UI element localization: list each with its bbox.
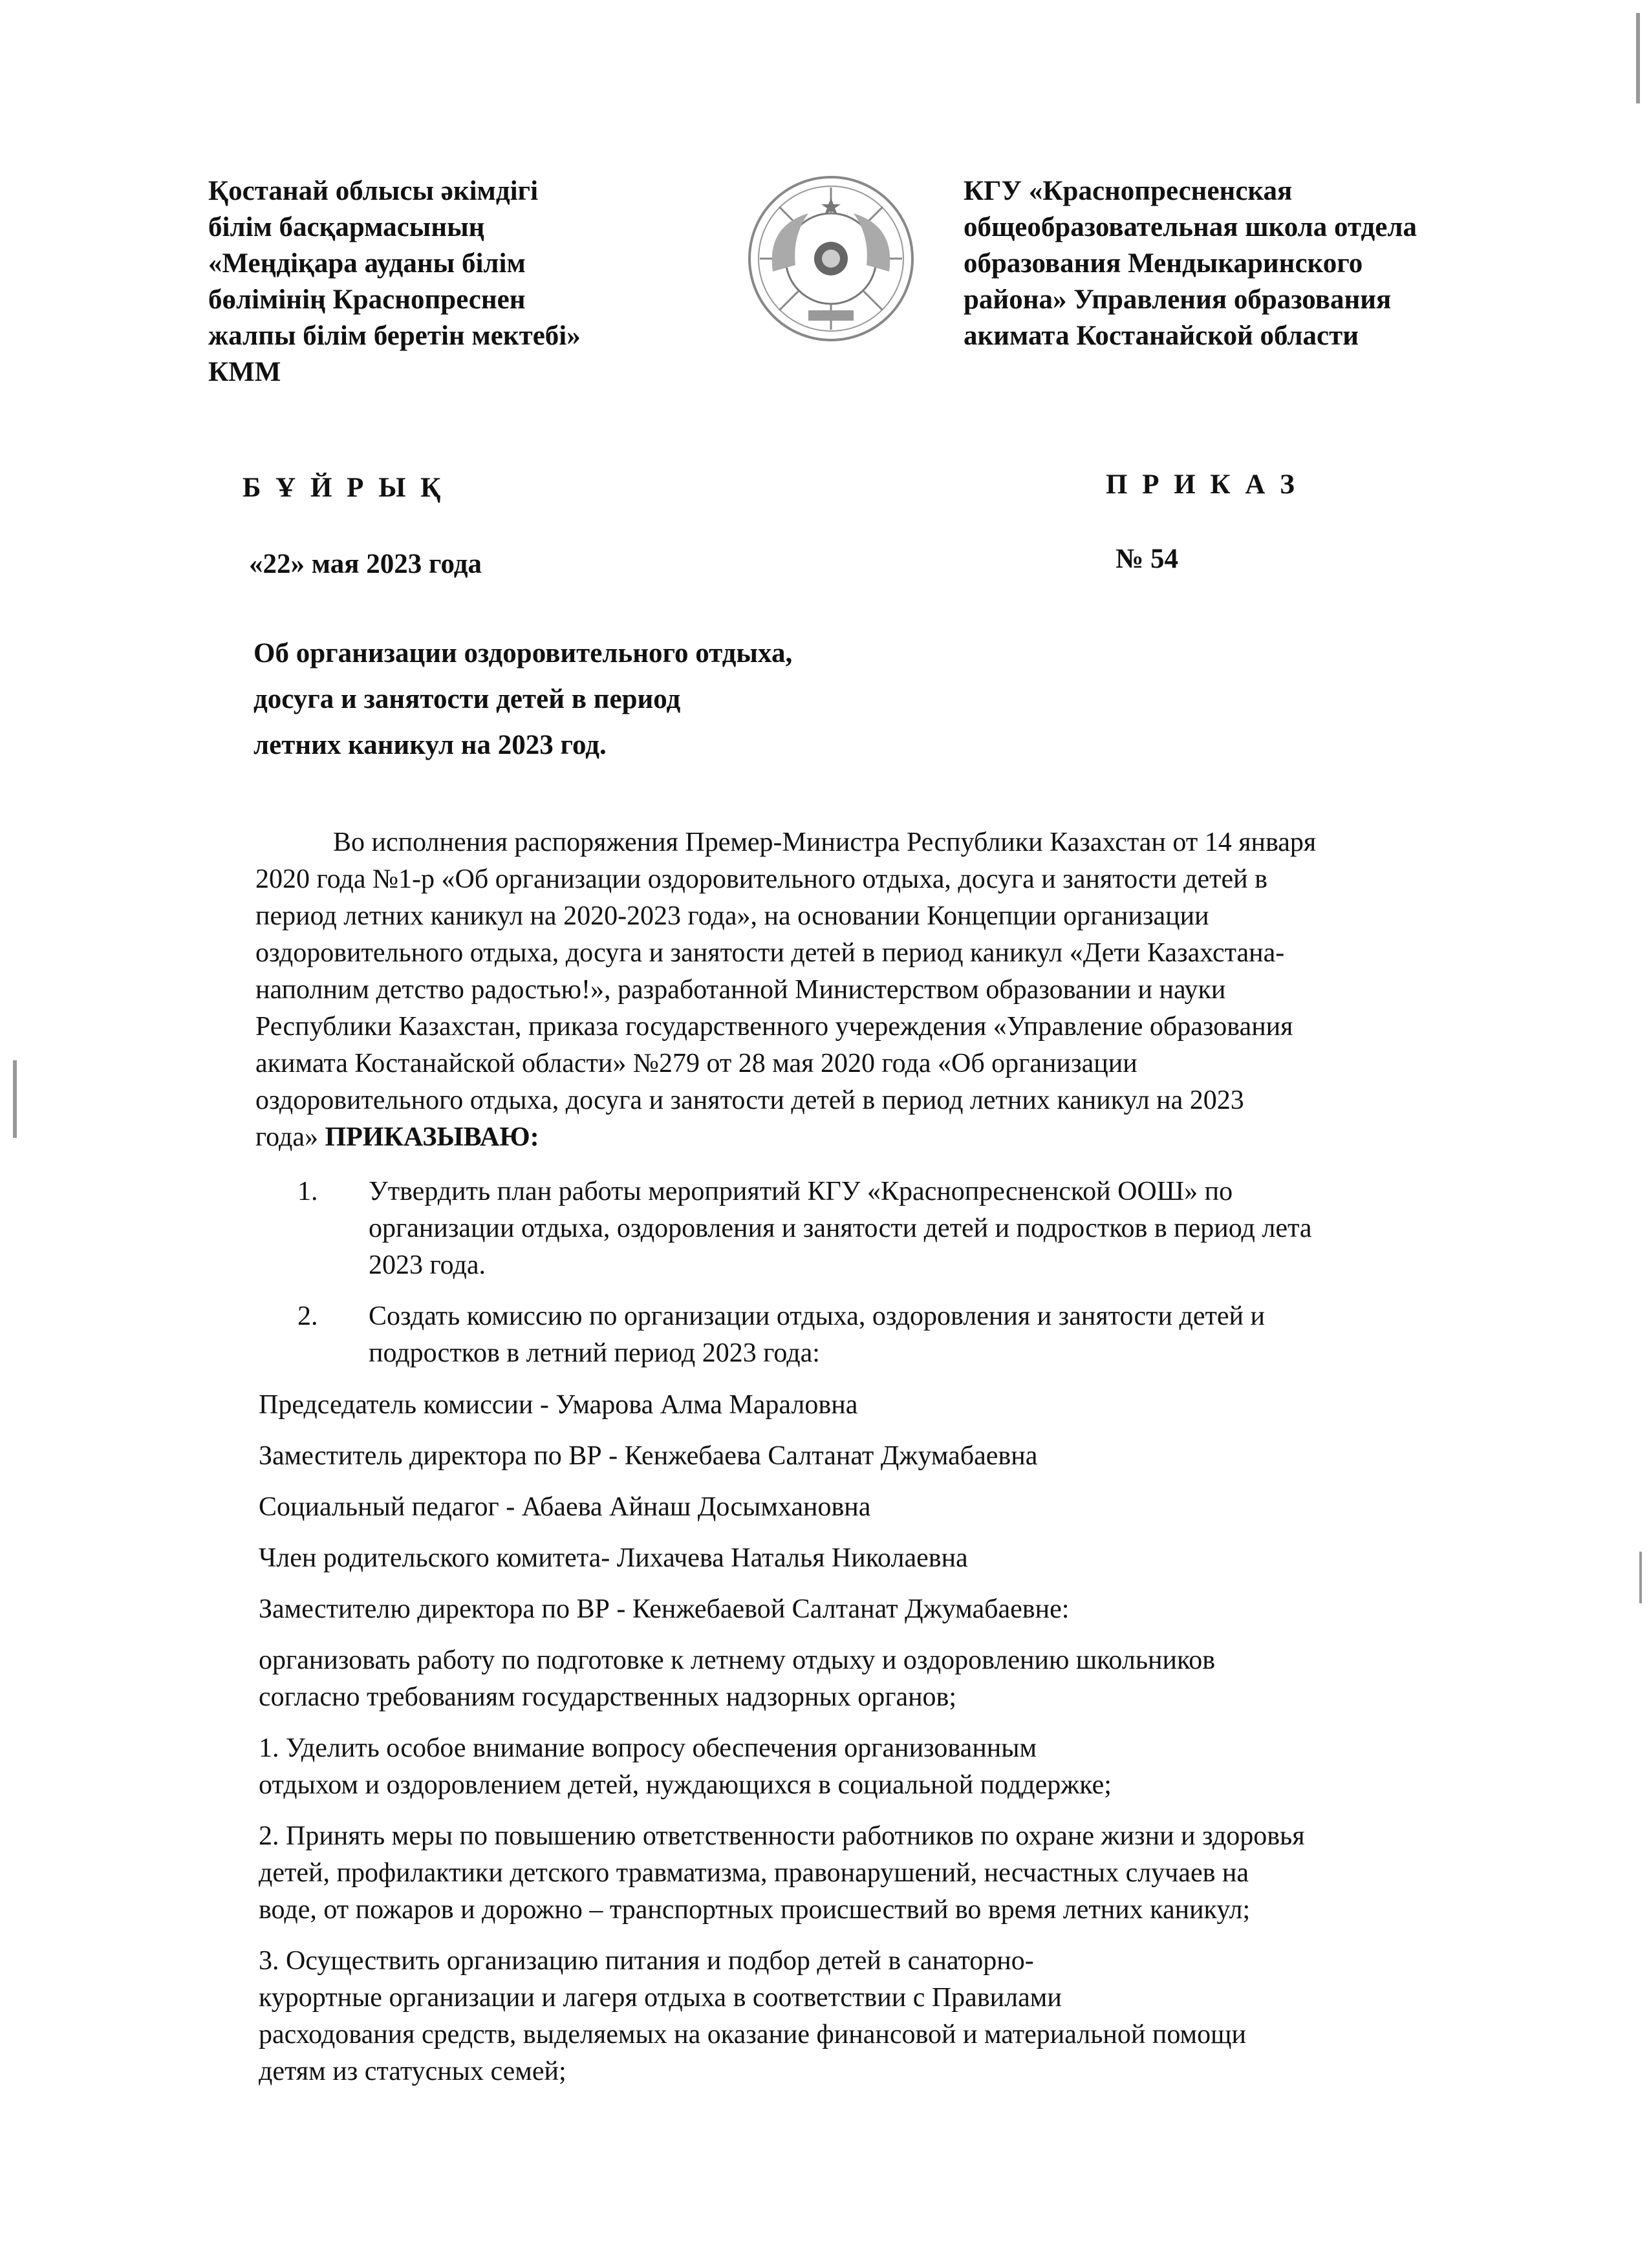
paragraph: [259, 1818, 1552, 1929]
preamble-line: 2020 года №1-р «Об организации оздоровительного отдыха, досуга и занятости детей в: [255, 864, 1267, 894]
header-left-line: Қостанай облысы әкімдігі: [208, 176, 539, 206]
header-left-line: білім басқармасының: [208, 212, 485, 242]
preamble: [255, 824, 1549, 1156]
paragraph: [259, 1730, 1552, 1804]
preamble-line: оздоровительного отдыха, досуга и занятости детей в период каникул «Дети Казахстана-: [255, 938, 1285, 968]
scan-artifact: [1636, 13, 1640, 103]
list-item-number: 1.: [297, 1177, 318, 1206]
commission-member: Член родительского комитета- Лихачева Наталья Николаевна: [259, 1543, 968, 1573]
header-right-line: района» Управления образования: [964, 284, 1392, 315]
title-line: досуга и занятости детей в период: [253, 684, 681, 714]
scan-artifact: [1639, 1552, 1642, 1603]
preamble-line: Республики Казахстан, приказа государственного учереждения «Управление образования: [255, 1012, 1293, 1042]
header-left-line: «Меңдіқара ауданы білім: [208, 248, 526, 279]
kazakhstan-state-emblem-icon: [747, 175, 915, 343]
header-kazakh-organization: [208, 173, 674, 390]
header-right-line: акимата Костанайской области: [964, 321, 1359, 351]
list-item-number: 2.: [297, 1301, 318, 1331]
title-line: Об организации оздоровительного отдыха,: [253, 638, 793, 669]
list-item: [297, 1173, 1526, 1284]
list-item-line: подростков в летний период 2023 года:: [369, 1338, 820, 1368]
scan-artifact: [13, 1060, 17, 1138]
preamble-line: наполним детство радостью!», разработанной Министерством образовании и науки: [255, 975, 1226, 1005]
paragraph-line: курортные организации и лагеря отдыха в соответствии с Правилами: [259, 1983, 1062, 2013]
preamble-line: оздоровительного отдыха, досуга и занятости детей в период летних каникул на 2023: [255, 1086, 1244, 1115]
list-item: [297, 1298, 1526, 1372]
title-line: летних каникул на 2023 год.: [253, 730, 607, 760]
order-list: [297, 1173, 1526, 1386]
header-left-line: КММ: [208, 357, 281, 387]
order-word: ПРИКАЗЫВАЮ:: [325, 1122, 539, 1152]
paragraph-line: детям из статусных семей;: [259, 2057, 566, 2086]
preamble-last: года»: [255, 1122, 318, 1152]
paragraph-line: отдыхом и оздоровлением детей, нуждающихся в социальной поддержке;: [259, 1770, 1112, 1800]
list-item-line: Создать комиссию по организации отдыха, оздоровления и занятости детей и: [369, 1301, 1265, 1331]
header-left-line: бөлімінің Краснопреснен: [208, 284, 526, 315]
commission-member: Социальный педагог - Абаева Айнаш Досымхановна: [259, 1492, 871, 1522]
header-russian-organization: [964, 173, 1610, 354]
header-right-line: общеобразовательная школа отдела: [964, 212, 1417, 242]
responsible-person: Заместителю директора по ВР - Кенжебаевой Салтанат Джумабаевне:: [259, 1594, 1070, 1624]
paragraph: [259, 1642, 1552, 1716]
header-right-line: КГУ «Краснопресненская: [964, 176, 1293, 206]
paragraph-line: организовать работу по подготовке к летнему отдыху и оздоровлению школьников: [259, 1645, 1216, 1675]
header-left-line: жалпы білім беретін мектебі»: [208, 321, 581, 351]
preamble-line: Во исполнения распоряжения Премер-Министра Республики Казахстан от 14 января: [333, 828, 1317, 857]
list-item-line: Утвердить план работы мероприятий КГУ «Краснопресненской ООШ» по: [369, 1177, 1233, 1206]
paragraph-line: 2. Принять меры по повышению ответственности работников по охране жизни и здоровья: [259, 1821, 1305, 1851]
order-number: № 54: [1116, 544, 1178, 574]
paragraph-line: детей, профилактики детского травматизма, правонарушений, несчастных случаев на: [259, 1858, 1249, 1888]
paragraph-line: 3. Осуществить организацию питания и подбор детей в санаторно-: [259, 1946, 1034, 1976]
paragraph-line: согласно требованиям государственных надзорных органов;: [259, 1682, 957, 1712]
order-details: [259, 1387, 1552, 2104]
preamble-line: период летних каникул на 2020-2023 года», на основании Концепции организации: [255, 901, 1209, 931]
commission-member: Председатель комиссии - Умарова Алма Мараловна: [259, 1390, 858, 1420]
order-date: «22» мая 2023 года: [249, 549, 482, 579]
header-right-line: образования Мендыкаринского: [964, 248, 1363, 279]
list-item-line: организации отдыха, оздоровления и занятости детей и подростков в период лета: [369, 1214, 1312, 1243]
preamble-last-line: [255, 1119, 1549, 1156]
paragraph: [259, 1943, 1552, 2090]
list-item-line: 2023 года.: [369, 1250, 486, 1280]
preamble-line: акимата Костанайской области» №279 от 28 мая 2020 года «Об организации: [255, 1049, 1137, 1078]
order-title: [253, 630, 792, 768]
document-type-russian: П Р И К А З: [1106, 469, 1299, 500]
paragraph-line: расходования средств, выделяемых на оказание финансовой и материальной помощи: [259, 2020, 1246, 2049]
paragraph-line: воде, от пожаров и дорожно – транспортных происшествий во время летних каникул;: [259, 1895, 1251, 1925]
commission-member: Заместитель директора по ВР - Кенжебаева Салтанат Джумабаевна: [259, 1441, 1038, 1471]
document-type-kazakh: Б Ұ Й Р Ы Қ: [242, 473, 445, 503]
paragraph-line: 1. Уделить особое внимание вопросу обеспечения организованным: [259, 1733, 1037, 1763]
